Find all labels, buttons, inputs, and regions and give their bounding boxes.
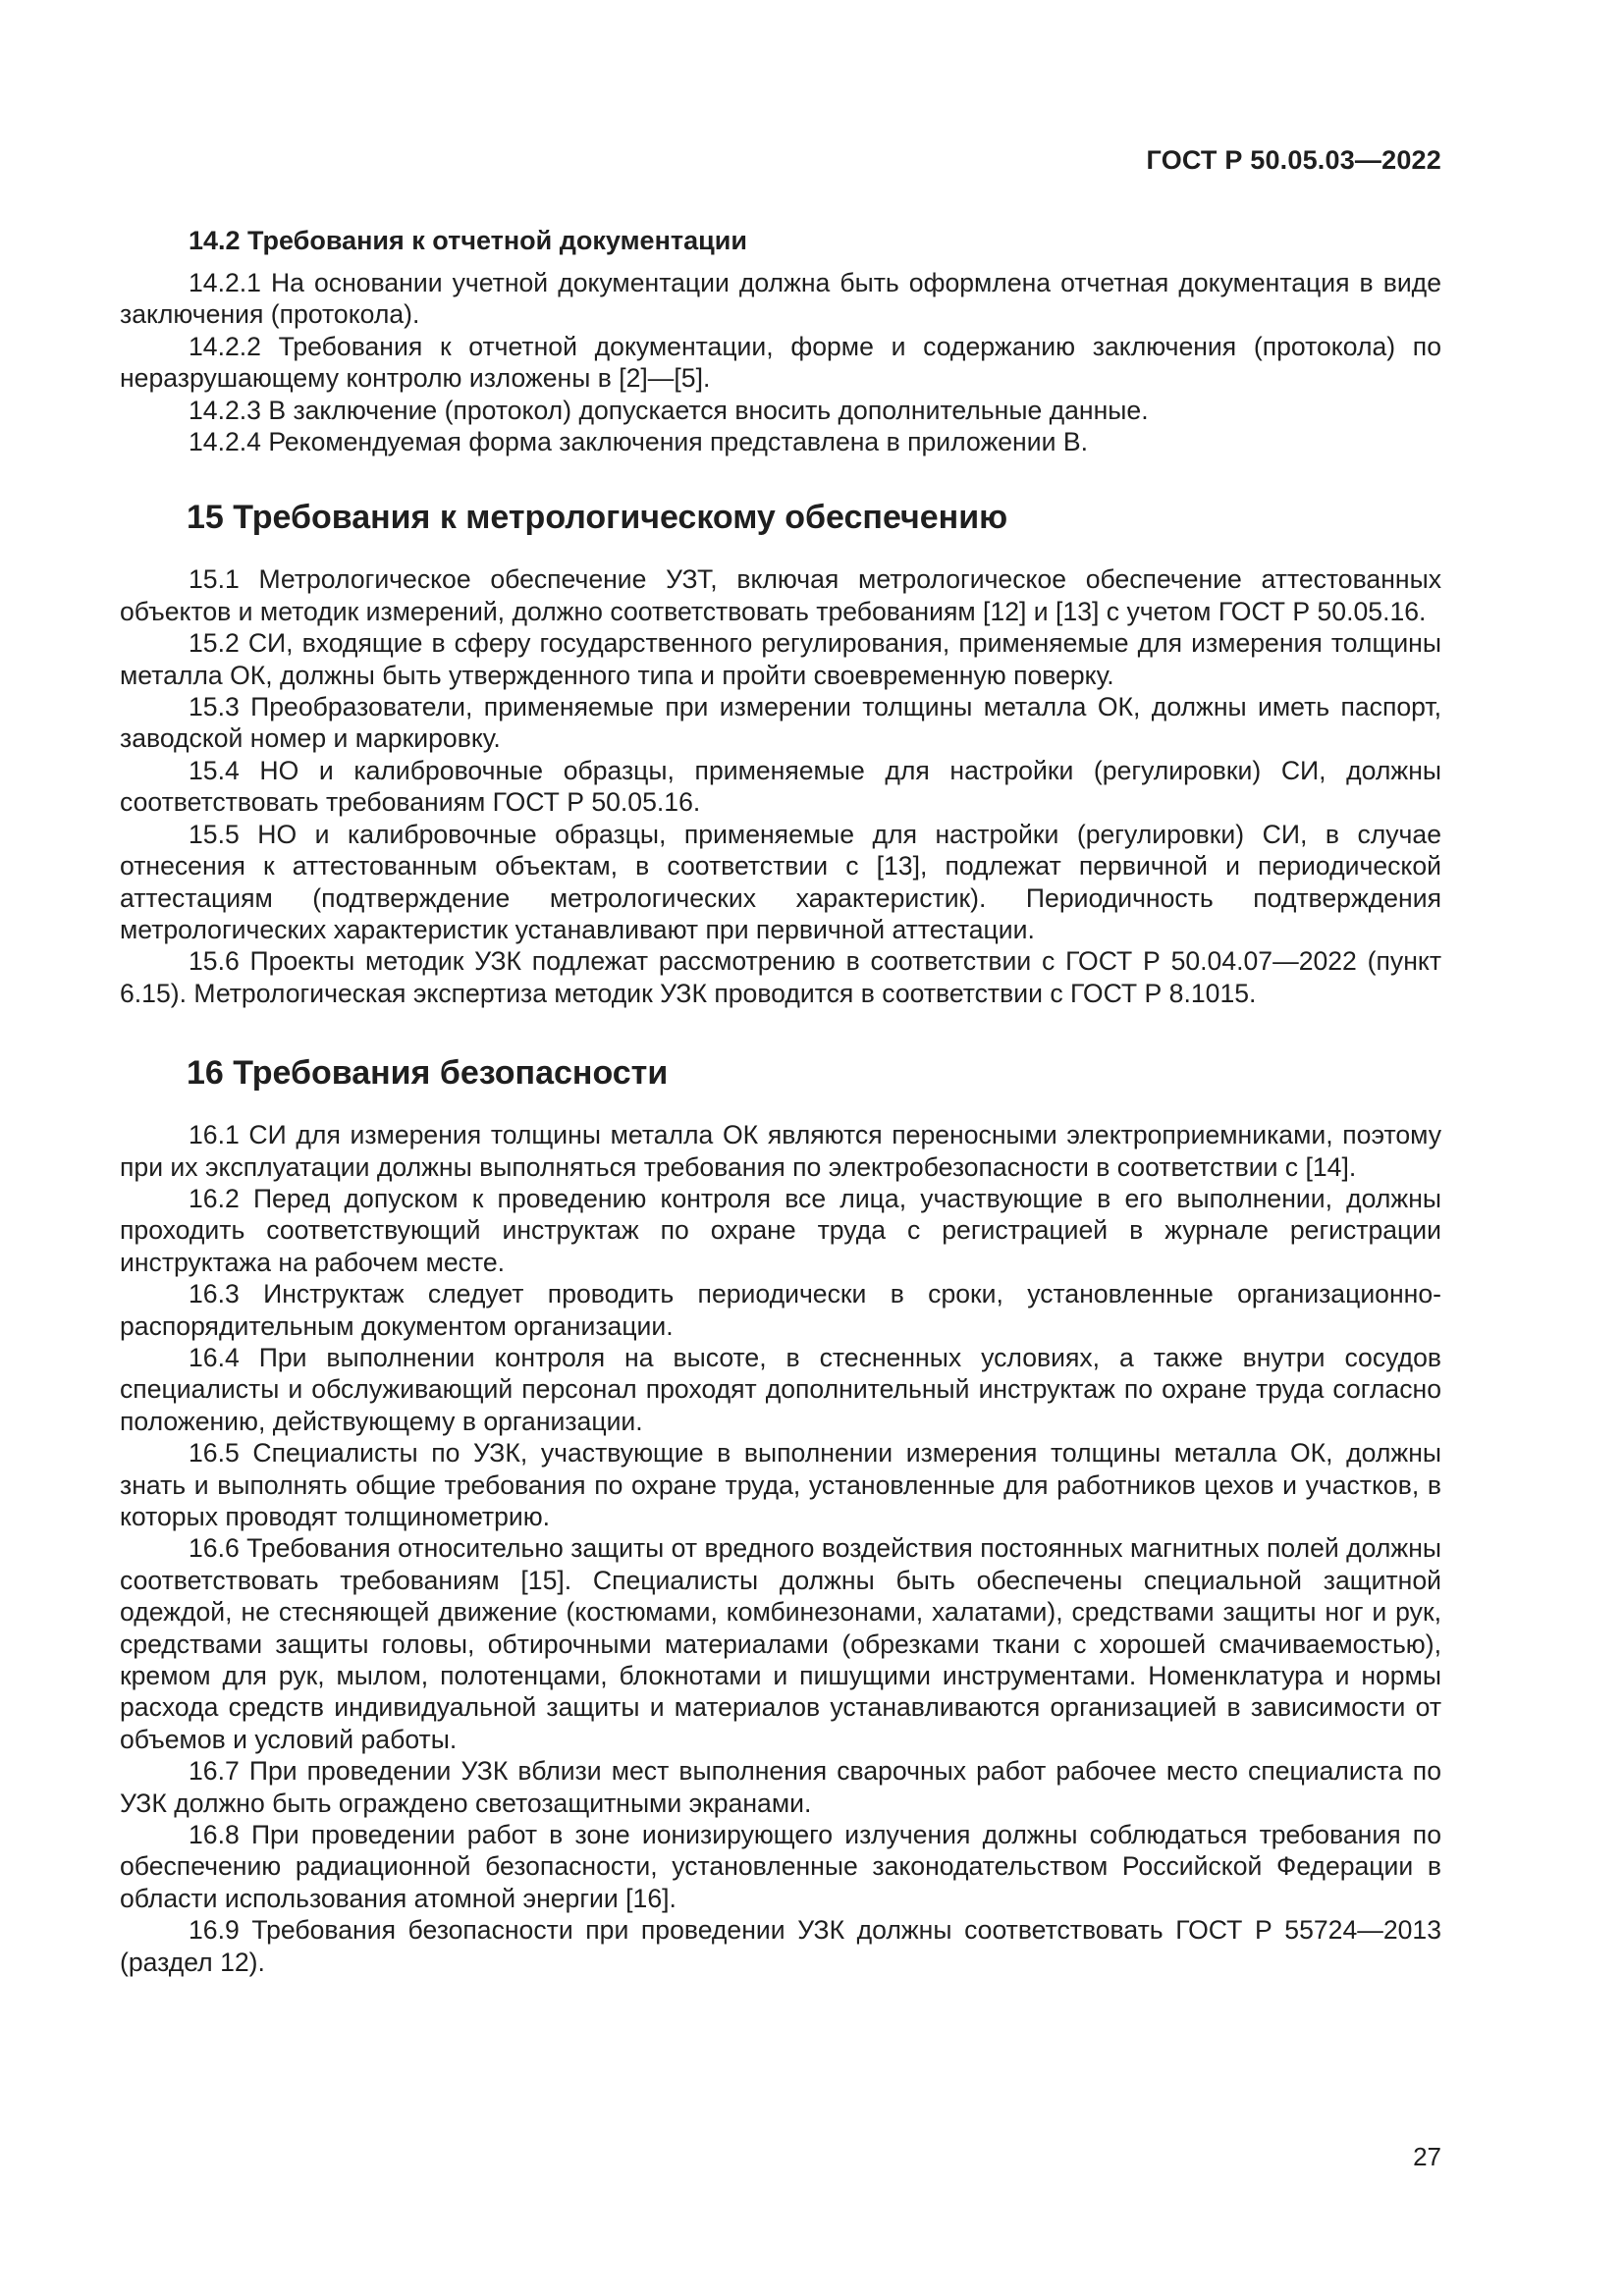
paragraph-15-5: 15.5 НО и калибровочные образцы, применяемые для настройки (регулировки) СИ, в случае отнесения к аттестованным объектам, в соответствии с [13], подлежат первичной и периодической аттестациям (подтверждение метрологических характеристик). Периодичность подтверждения метрологических характеристик устанавливают при первичной аттестации.	[120, 819, 1441, 944]
page-number: 27	[1413, 2142, 1441, 2171]
paragraph-15-6: 15.6 Проекты методик УЗК подлежат рассмотрению в соответствии с ГОСТ Р 50.04.07—2022 (пункт 6.15). Метрологическая экспертиза методик УЗК проводится в соответствии с ГОСТ Р 8.1015.	[120, 946, 1441, 1008]
paragraph-14-2-2: 14.2.2 Требования к отчетной документации, форме и содержанию заключения (протокола) по неразрушающему контролю изложены в [2]—[5].	[120, 331, 1441, 394]
section-15-body	[120, 563, 1441, 1009]
subsection-title-14-2: 14.2 Требования к отчетной документации	[189, 226, 747, 255]
paragraph-16-1: 16.1 СИ для измерения толщины металла ОК являются переносными электроприемниками, поэтому при их эксплуатации должны выполняться требования по электробезопасности в соответствии с [14].	[120, 1120, 1441, 1182]
paragraph-16-8: 16.8 При проведении работ в зоне ионизирующего излучения должны соблюдаться требования по обеспечению радиационной безопасности, установленные законодательством Российской Федерации в области использования атомной энергии [16].	[120, 1820, 1441, 1913]
paragraph-16-6: 16.6 Требования относительно защиты от вредного воздействия постоянных магнитных полей должны соответствовать требованиям [15]. Специалисты должны быть обеспечены специальной защитной одеждой, не стесняющей движение (костюмами, комбинезонами, халатами), средствами защиты ног и рук, средствами защиты головы, обтирочными материалами (обрезками ткани с хорошей смачиваемостью), кремом для рук, мылом, полотенцами, блокнотами и пишущими инструментами. Номенклатура и нормы расхода средств индивидуальной защиты и материалов устанавливаются организацией в зависимости от объемов и условий работы.	[120, 1533, 1441, 1754]
paragraph-15-1: 15.1 Метрологическое обеспечение УЗТ, включая метрологическое обеспечение аттестованных объектов и методик измерений, должно соответствовать требованиям [12] и [13] с учетом ГОСТ Р 50.05.16.	[120, 564, 1441, 626]
paragraph-16-3: 16.3 Инструктаж следует проводить периодически в сроки, установленные организационно-распорядительным документом организации.	[120, 1279, 1441, 1341]
paragraph-16-5: 16.5 Специалисты по УЗК, участвующие в выполнении измерения толщины металла ОК, должны знать и выполнять общие требования по охране труда, установленные для работников цехов и участков, в которых проводят толщинометрию.	[120, 1438, 1441, 1531]
section-title-16: 16 Требования безопасности	[187, 1054, 669, 1093]
paragraph-15-3: 15.3 Преобразователи, применяемые при измерении толщины металла ОК, должны иметь паспорт, заводской номер и маркировку.	[120, 692, 1441, 754]
paragraph-14-2-4: 14.2.4 Рекомендуемая форма заключения представлена в приложении В.	[189, 427, 1088, 457]
section-16-body	[120, 1119, 1441, 1978]
section-title-15: 15 Требования к метрологическому обеспечению	[187, 499, 1008, 537]
subsection-14-2-body	[120, 267, 1441, 457]
document-code-header: ГОСТ Р 50.05.03—2022	[1146, 145, 1441, 175]
paragraph-16-4: 16.4 При выполнении контроля на высоте, в стесненных условиях, а также внутри сосудов специалисты и обслуживающий персонал проходят дополнительный инструктаж по охране труда согласно положению, действующему в организации.	[120, 1342, 1441, 1436]
paragraph-15-2: 15.2 СИ, входящие в сферу государственного регулирования, применяемые для измерения толщины металла ОК, должны быть утвержденного типа и пройти своевременную поверку.	[120, 628, 1441, 690]
paragraph-14-2-3: 14.2.3 В заключение (протокол) допускается вносить дополнительные данные.	[189, 395, 1149, 425]
paragraph-16-7: 16.7 При проведении УЗК вблизи мест выполнения сварочных работ рабочее место специалиста по УЗК должно быть ограждено светозащитными экранами.	[120, 1756, 1441, 1818]
document-body	[120, 224, 1441, 1978]
paragraph-16-9: 16.9 Требования безопасности при проведении УЗК должны соответствовать ГОСТ Р 55724—2013 (раздел 12).	[120, 1915, 1441, 1977]
paragraph-16-2: 16.2 Перед допуском к проведению контроля все лица, участвующие в его выполнении, должны проходить соответствующий инструктаж по охране труда с регистрацией в журнале регистрации инструктажа на рабочем месте.	[120, 1183, 1441, 1277]
paragraph-15-4: 15.4 НО и калибровочные образцы, применяемые для настройки (регулировки) СИ, должны соответствовать требованиям ГОСТ Р 50.05.16.	[120, 755, 1441, 818]
paragraph-14-2-1: 14.2.1 На основании учетной документации должна быть оформлена отчетная документация в виде заключения (протокола).	[120, 268, 1441, 330]
